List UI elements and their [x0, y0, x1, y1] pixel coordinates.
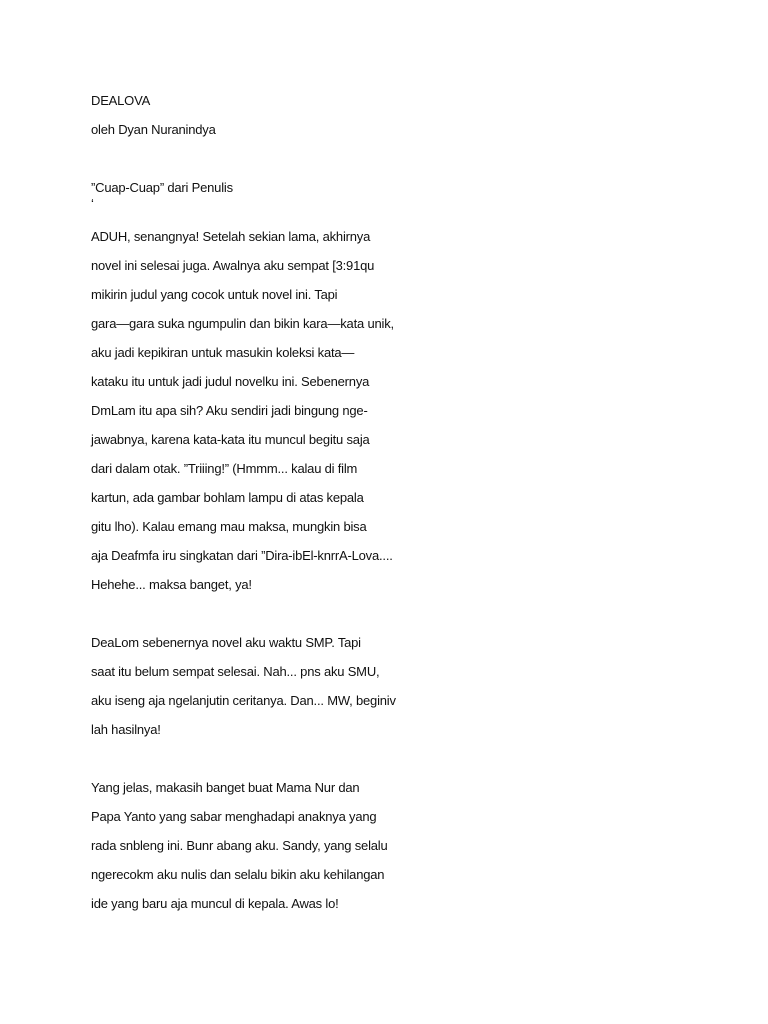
paragraph-line: dari dalam otak. ”Triiing!” (Hmmm... kalau di film	[91, 461, 358, 476]
paragraph-line: aku jadi kepikiran untuk masukin koleksi kata—	[91, 345, 355, 360]
paragraph-2	[91, 632, 711, 777]
paragraph-line: gitu lho). Kalau emang mau maksa, mungkin bisa	[91, 519, 367, 534]
paragraph-line: DmLam itu apa sih? Aku sendiri jadi bingung nge-	[91, 403, 368, 418]
paragraph-line: aja Deafmfa iru singkatan dari ”Dira-ibEl-knrrA-Lova....	[91, 548, 393, 563]
stray-mark: ‘	[91, 196, 94, 211]
paragraph-line: kataku itu untuk jadi judul novelku ini. Sebenernya	[91, 374, 370, 389]
section-heading: ”Cuap-Cuap” dari Penulis	[91, 180, 233, 195]
paragraph-line: DeaLom sebenernya novel aku waktu SMP. Tapi	[91, 635, 361, 650]
paragraph-line: Papa Yanto yang sabar menghadapi anaknya yang	[91, 809, 377, 824]
paragraph-line: saat itu belum sempat selesai. Nah... pns aku SMU,	[91, 664, 380, 679]
paragraph-line: ngerecokm aku nulis dan selalu bikin aku kehilangan	[91, 867, 385, 882]
paragraph-line: mikirin judul yang cocok untuk novel ini. Tapi	[91, 287, 338, 302]
paragraph-line: rada snbleng ini. Bunr abang aku. Sandy, yang selalu	[91, 838, 388, 853]
paragraph-line: Yang jelas, makasih banget buat Mama Nur dan	[91, 780, 360, 795]
paragraph-3	[91, 777, 711, 922]
paragraph-line: jawabnya, karena kata-kata itu muncul begitu saja	[91, 432, 370, 447]
paragraph-line: Hehehe... maksa banget, ya!	[91, 577, 252, 592]
paragraph-line: novel ini selesai juga. Awalnya aku sempat [3:91qu	[91, 258, 375, 273]
paragraph-line: ide yang baru aja muncul di kepala. Awas lo!	[91, 896, 339, 911]
paragraph-line: gara—gara suka ngumpulin dan bikin kara—kata unik,	[91, 316, 394, 331]
document-title: DEALOVA	[91, 93, 151, 108]
paragraph-1	[91, 226, 711, 632]
document-author: oleh Dyan Nuranindya	[91, 122, 216, 137]
document-text	[91, 90, 711, 922]
paragraph-line: kartun, ada gambar bohlam lampu di atas kepala	[91, 490, 364, 505]
paragraph-line: lah hasilnya!	[91, 722, 161, 737]
paragraph-line: aku iseng aja ngelanjutin ceritanya. Dan... MW, beginiv	[91, 693, 396, 708]
paragraph-line: ADUH, senangnya! Setelah sekian lama, akhirnya	[91, 229, 371, 244]
